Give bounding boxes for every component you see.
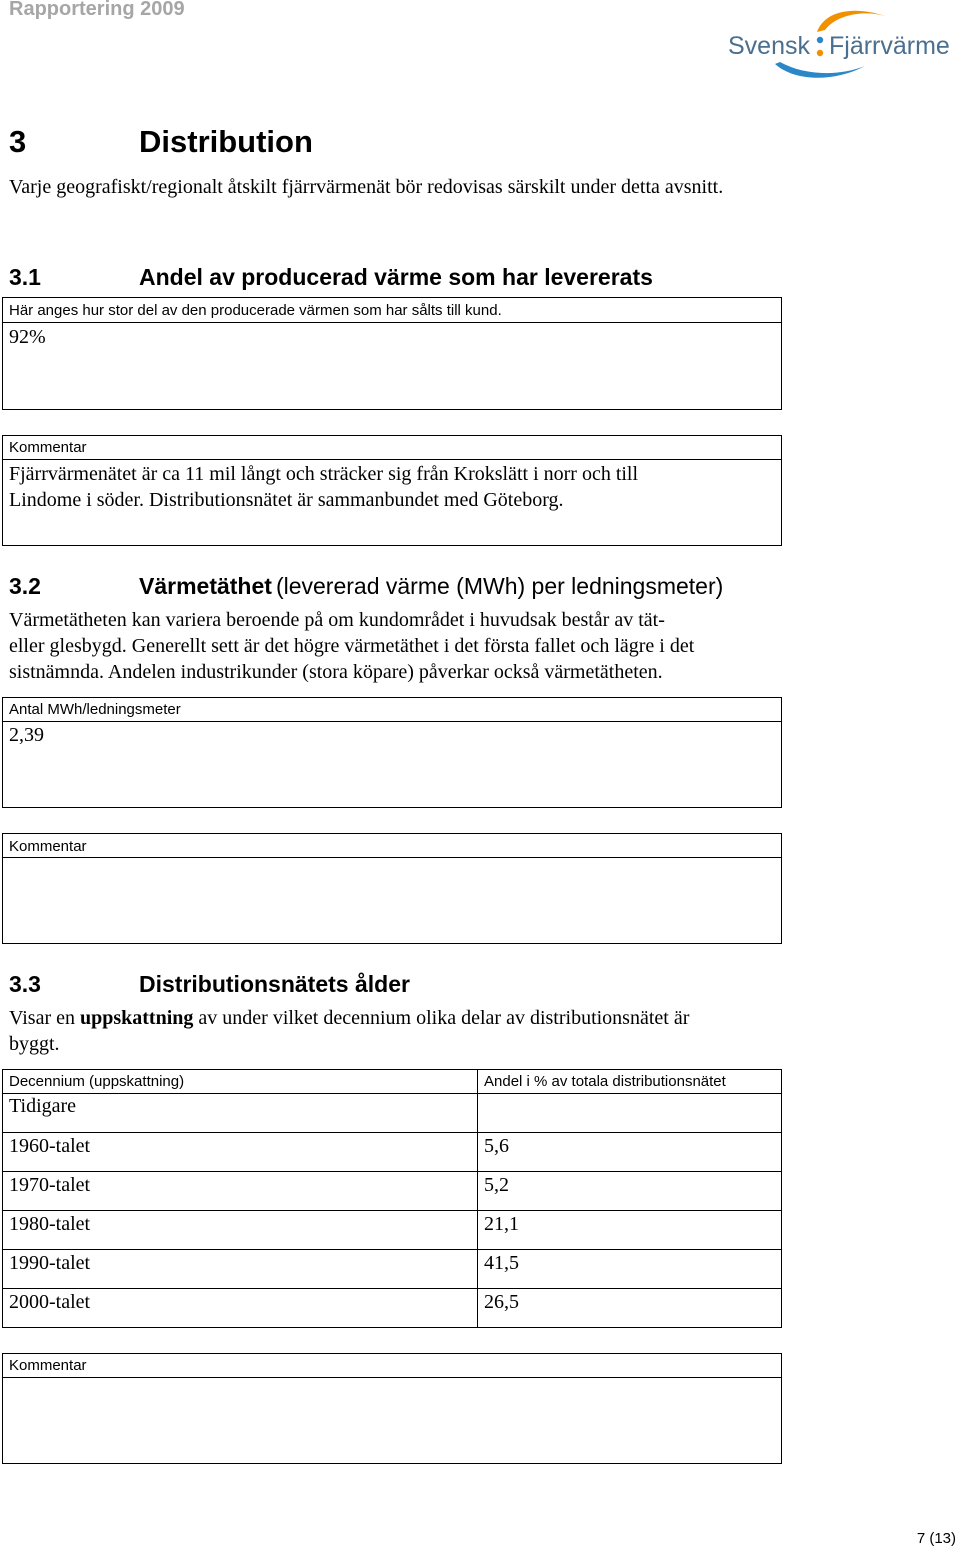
svg-text:Svensk: Svensk xyxy=(728,32,810,60)
share-cell[interactable]: 5,6 xyxy=(484,1135,509,1157)
decade-cell[interactable]: 1960-talet xyxy=(9,1135,91,1157)
share-cell[interactable]: 5,2 xyxy=(484,1174,509,1196)
share-cell[interactable]: 26,5 xyxy=(484,1291,519,1313)
box-divider xyxy=(2,1377,782,1378)
title-rest: (levererad värme (MWh) per ledningsmeter) xyxy=(275,573,724,599)
body-line: sistnämnda. Andelen industrikunder (stora köpare) påverkar också värmetätheten. xyxy=(9,661,663,683)
body-line: Värmetätheten kan variera beroende på om kundområdet i huvudsak består av tät- xyxy=(9,609,665,631)
comment-box xyxy=(2,833,782,944)
table-row xyxy=(477,1132,782,1172)
section-title: Distribution xyxy=(139,124,313,159)
table-row xyxy=(477,1249,782,1289)
section-intro: Varje geografiskt/regionalt åtskilt fjärrvärmenät bör redovisas särskilt under detta avsnitt. xyxy=(9,176,724,198)
decade-cell[interactable]: 1970-talet xyxy=(9,1174,91,1196)
page-number: 7 (13) xyxy=(916,1530,956,1547)
svg-text:Fjärrvärme: Fjärrvärme xyxy=(829,32,950,60)
comment-line[interactable]: Fjärrvärmenätet är ca 11 mil långt och sträcker sig från Krokslätt i norr och till xyxy=(9,463,639,485)
subsection-title: Distributionsnätets ålder xyxy=(139,971,410,997)
subsection-number: 3.1 xyxy=(9,264,41,290)
box-divider xyxy=(2,459,782,460)
heat-density-value[interactable]: 2,39 xyxy=(9,724,44,746)
section-number: 3 xyxy=(9,124,27,159)
comment-label: Kommentar xyxy=(9,439,87,456)
instruction-label: Här anges hur stor del av den producerade värmen som har sålts till kund. xyxy=(9,302,502,319)
subsection-title: Andel av producerad värme som har levererats xyxy=(139,264,653,290)
decade-cell[interactable]: 2000-talet xyxy=(9,1291,91,1313)
decade-cell[interactable]: 1980-talet xyxy=(9,1213,91,1235)
text-pre: Visar en xyxy=(9,1007,75,1029)
text-bold: uppskattning xyxy=(80,1007,194,1029)
subsection-number: 3.3 xyxy=(9,971,41,997)
share-cell[interactable]: 21,1 xyxy=(484,1213,519,1235)
box-divider xyxy=(2,721,782,722)
decade-cell[interactable]: Tidigare xyxy=(9,1095,77,1117)
text-post: av under vilket decennium olika delar av distributionsnätet är xyxy=(198,1007,690,1029)
table-row xyxy=(477,1288,782,1328)
decade-cell[interactable]: 1990-talet xyxy=(9,1252,91,1274)
body-line: eller glesbygd. Generellt sett är det högre värmetäthet i det första fallet och lägre i det xyxy=(9,635,695,657)
box-divider xyxy=(2,322,782,323)
age-table xyxy=(2,1069,782,1329)
table-row xyxy=(477,1210,782,1250)
table-row xyxy=(477,1093,782,1133)
comment-label: Kommentar xyxy=(9,1357,87,1374)
box-divider xyxy=(2,857,782,858)
title-bold: Värmetäthet xyxy=(139,573,272,599)
body-line: byggt. xyxy=(9,1033,60,1055)
comment-label: Kommentar xyxy=(9,838,87,855)
value-label: Antal MWh/ledningsmeter xyxy=(9,701,181,718)
delivered-heat-value[interactable]: 92% xyxy=(9,326,46,348)
table-row xyxy=(477,1171,782,1211)
subsection-number: 3.2 xyxy=(9,573,41,599)
comment-line[interactable]: Lindome i söder. Distributionsnätet är sammanbundet med Göteborg. xyxy=(9,489,564,511)
report-title: Rapportering 2009 xyxy=(9,0,185,20)
header-decade: Decennium (uppskattning) xyxy=(9,1073,185,1090)
subsection-title xyxy=(139,573,723,600)
body-line xyxy=(9,1005,689,1031)
comment-box xyxy=(2,1353,782,1464)
svensk-fjarrvarme-logo xyxy=(725,4,960,84)
header-share: Andel i % av totala distributionsnätet xyxy=(484,1073,726,1090)
share-cell[interactable]: 41,5 xyxy=(484,1252,519,1274)
